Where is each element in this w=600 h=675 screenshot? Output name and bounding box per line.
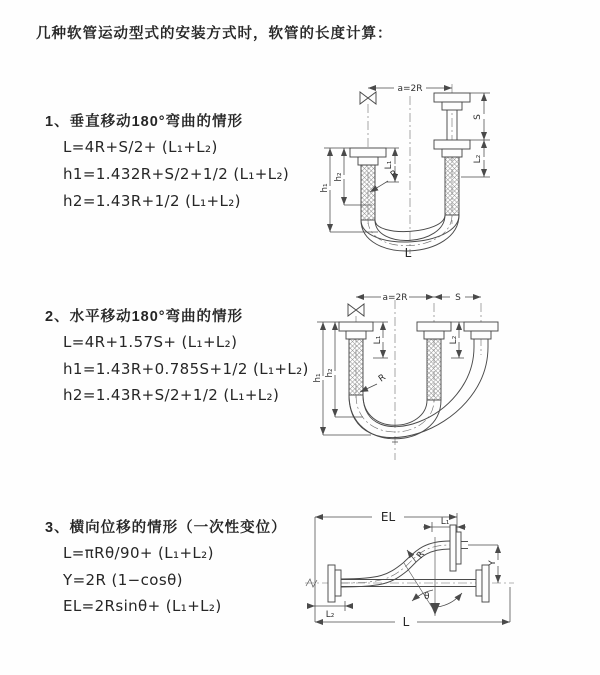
dim-label-h2: h₂ <box>334 172 344 182</box>
flange <box>442 102 462 110</box>
flange <box>358 157 378 165</box>
dim-label-l1: L₁ <box>373 335 383 345</box>
flange <box>450 525 456 571</box>
left-fitting <box>339 322 373 395</box>
dim-label-h1: h₁ <box>320 183 330 193</box>
dim-label-h2: h₂ <box>325 368 335 378</box>
u-bend-hose <box>349 347 488 442</box>
straight-pipe <box>341 565 489 602</box>
left-fitting <box>350 148 386 220</box>
flange <box>328 565 335 602</box>
dim-label-l2: L₂ <box>325 610 335 620</box>
flange <box>335 570 341 596</box>
dim-y <box>488 545 498 583</box>
section-1-formula-h1: h1=1.432R+S/2+1/2 (L₁+L₂) <box>63 165 290 183</box>
length-label: L <box>402 615 410 629</box>
dim-s <box>470 93 490 140</box>
dim-label-h1: h₁ <box>313 373 323 383</box>
dim-s <box>434 293 481 303</box>
flange <box>350 148 386 157</box>
flange <box>346 331 366 339</box>
dim-label-el: EL <box>380 510 396 524</box>
radius-label: R <box>388 168 400 181</box>
section-2-formula-l: L=4R+1.57S+ (L₁+L₂) <box>63 333 238 351</box>
radius-label: R <box>415 549 428 561</box>
angle-label: θ <box>424 592 430 602</box>
flange <box>434 140 470 149</box>
dim-label-s: S <box>455 293 461 303</box>
dim-label-l1: L₁ <box>384 160 394 170</box>
dim-span <box>356 293 434 303</box>
hose-braid <box>445 157 459 215</box>
section-2-formula-h1: h1=1.43R+0.785S+1/2 (L₁+L₂) <box>63 360 309 378</box>
dim-label-span: a=2R <box>382 293 408 303</box>
dim-label-l1: L₁ <box>440 517 450 527</box>
section-1-formula-h2: h2=1.43R+1/2 (L₁+L₂) <box>63 192 241 210</box>
dim-label-s: S <box>473 114 483 120</box>
flange <box>471 331 491 339</box>
flange <box>424 331 444 339</box>
radius-leader <box>360 373 388 392</box>
section-3-heading: 3、横向位移的情形（一次性变位） <box>45 520 287 536</box>
section-1-heading: 1、垂直移动180°弯曲的情形 <box>45 114 244 130</box>
section-2-formula-h2: h2=1.43R+S/2+1/2 (L₁+L₂) <box>63 386 280 404</box>
dim-label-y: Y <box>488 560 498 566</box>
valve-icon <box>360 92 376 104</box>
diagram-vertical-bend <box>306 74 521 262</box>
s-curve-hose <box>341 541 450 587</box>
valve-icon <box>348 304 364 316</box>
dim-l2 <box>307 601 353 620</box>
dim-label-l2: L₂ <box>449 335 459 345</box>
flange <box>434 93 470 102</box>
flange <box>442 149 462 157</box>
dim-label-l2: L₂ <box>473 154 483 164</box>
flange <box>476 570 482 596</box>
section-3-formula-l: L=πRθ/90+ (L₁+L₂) <box>63 544 214 562</box>
hose-braid <box>349 339 363 395</box>
length-label: L <box>404 246 412 260</box>
left-flange <box>328 565 341 602</box>
section-1-formula-l: L=4R+S/2+ (L₁+L₂) <box>63 138 218 156</box>
section-3-formula-y: Y=2R (1−cosθ) <box>63 571 183 589</box>
flange <box>417 322 451 331</box>
diagram-lateral-shift <box>300 503 575 643</box>
section-2-heading: 2、水平移动180°弯曲的情形 <box>45 309 244 325</box>
dim-span <box>368 84 452 94</box>
flange <box>464 322 498 331</box>
dim-label-span: a=2R <box>397 84 423 94</box>
flange <box>456 532 461 564</box>
radius-label: R <box>376 372 388 385</box>
dim-l1 <box>423 517 466 532</box>
middle-fitting <box>417 322 451 400</box>
right-fitting <box>434 93 470 215</box>
page-title: 几种软管运动型式的安装方式时，软管的长度计算： <box>36 26 393 42</box>
hose-braid <box>361 165 375 220</box>
dim-l1 <box>373 322 388 358</box>
section-3-formula-el: EL=2Rsinθ+ (L₁+L₂) <box>63 597 222 615</box>
hose-braid <box>427 339 441 400</box>
diagram-horizontal-bend <box>303 283 570 468</box>
flange <box>482 565 489 602</box>
flange <box>339 322 373 331</box>
